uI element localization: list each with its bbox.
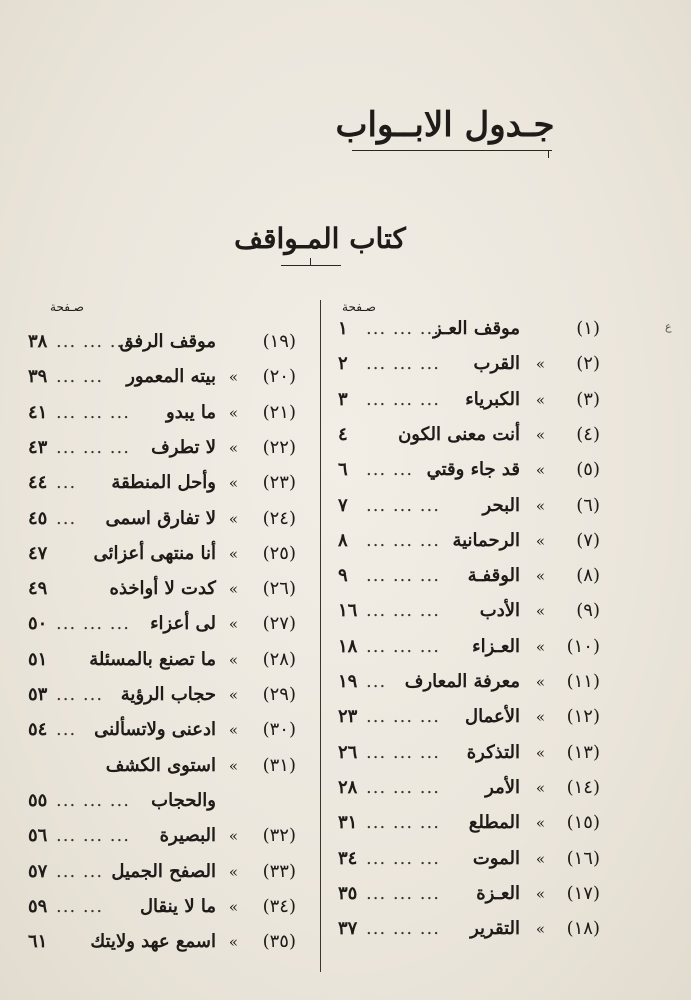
ditto-mark: » bbox=[535, 708, 545, 727]
entry-number: (٢٨) bbox=[262, 648, 296, 670]
entry-number: (٩) bbox=[576, 600, 600, 622]
toc-entry bbox=[28, 784, 296, 818]
toc-entry bbox=[28, 925, 296, 959]
ditto-mark: » bbox=[535, 814, 545, 833]
ditto-mark: » bbox=[228, 403, 238, 422]
entry-number: (٨) bbox=[576, 565, 600, 587]
ditto-mark: » bbox=[535, 531, 545, 550]
ditto-mark: » bbox=[535, 461, 545, 480]
toc-entry bbox=[28, 431, 296, 465]
ditto-mark: » bbox=[535, 496, 545, 515]
leader-dots: ... ... bbox=[56, 366, 104, 388]
leader-dots: ... bbox=[56, 507, 77, 529]
section-underline-tick bbox=[310, 258, 311, 266]
leader-dots: ... ... ... bbox=[366, 353, 440, 375]
entry-title: ما لا ينقال bbox=[139, 895, 216, 917]
entry-number: (٢٠) bbox=[262, 366, 296, 388]
leader-dots: ... ... ... bbox=[366, 847, 440, 869]
entry-number: (٢٩) bbox=[262, 684, 296, 705]
entry-page-number: ٣٧ bbox=[338, 918, 358, 940]
leader-dots: ... ... ... bbox=[366, 918, 440, 940]
entry-number: (٣٣) bbox=[262, 860, 296, 882]
entry-title: العـزة bbox=[476, 882, 520, 904]
toc-entry bbox=[338, 489, 600, 523]
entry-number: (٢٢) bbox=[262, 436, 296, 458]
ditto-mark: » bbox=[535, 355, 545, 374]
ditto-mark: » bbox=[535, 637, 545, 656]
entry-title: استوى الكشف bbox=[105, 754, 216, 776]
entry-title: البحر bbox=[482, 494, 520, 516]
entry-title: ادعنى ولاتسألنى bbox=[94, 719, 216, 741]
entry-title: بيته المعمور bbox=[126, 366, 216, 388]
toc-entry bbox=[28, 502, 296, 536]
entry-number: (١٧) bbox=[566, 882, 600, 904]
entry-page-number: ٢٣ bbox=[338, 706, 358, 728]
entry-title: البصيرة bbox=[159, 825, 216, 847]
leader-dots: ... ... ... bbox=[366, 600, 440, 622]
entry-title: قد جاء وقتي bbox=[426, 459, 520, 481]
ditto-mark: » bbox=[535, 884, 545, 903]
entry-title: الموت bbox=[472, 847, 520, 869]
entry-title: لى أعزاء bbox=[150, 613, 216, 635]
entry-title: معرفة المعارف bbox=[404, 671, 520, 692]
entry-title: وأحل المنطقة bbox=[111, 472, 216, 494]
ditto-mark: » bbox=[228, 615, 238, 634]
entry-page-number: ١٨ bbox=[338, 635, 358, 657]
entry-title: المطلع bbox=[468, 812, 520, 834]
entry-page-number: ٥٤ bbox=[28, 719, 48, 741]
toc-entry bbox=[28, 360, 296, 394]
ditto-mark: » bbox=[228, 580, 238, 599]
entry-page-number: ١٩ bbox=[338, 671, 358, 692]
leader-dots: ... bbox=[56, 719, 77, 741]
entry-title: القرب bbox=[473, 353, 520, 375]
entry-page-number: ٩ bbox=[338, 565, 348, 587]
entry-number: (١٤) bbox=[566, 776, 600, 798]
toc-entry bbox=[338, 665, 600, 699]
entry-title: الأمر bbox=[485, 776, 520, 798]
leader-dots: ... ... ... bbox=[56, 401, 130, 423]
entry-page-number: ٣ bbox=[338, 388, 348, 410]
margin-mark: ع bbox=[665, 320, 672, 333]
entry-number: (١٢) bbox=[566, 706, 600, 728]
toc-entry bbox=[338, 418, 600, 452]
entry-title: والحجاب bbox=[151, 789, 216, 811]
entry-page-number: ١٦ bbox=[338, 600, 358, 622]
entry-number: (٣) bbox=[576, 388, 600, 410]
leader-dots: ... ... ... bbox=[366, 494, 440, 516]
toc-entry bbox=[28, 466, 296, 500]
title-underline-tick bbox=[548, 150, 549, 158]
toc-entry bbox=[338, 524, 600, 558]
entry-title: ما يبدو bbox=[166, 401, 216, 423]
entry-number: (١٥) bbox=[566, 812, 600, 834]
toc-entry bbox=[338, 453, 600, 487]
entry-number: (٢٣) bbox=[262, 472, 296, 494]
entry-title: ما تصنع بالمسئلة bbox=[89, 648, 216, 670]
toc-entry bbox=[338, 347, 600, 381]
ditto-mark: » bbox=[535, 673, 545, 691]
entry-page-number: ٤٤ bbox=[28, 472, 48, 494]
leader-dots: ... bbox=[56, 472, 77, 494]
ditto-mark: » bbox=[535, 567, 545, 586]
leader-dots: ... ... bbox=[56, 895, 104, 917]
entry-title: الوقفـة bbox=[467, 565, 520, 587]
toc-entry bbox=[28, 678, 296, 712]
entry-title: لا تطرف bbox=[151, 436, 216, 458]
entry-number: (٧) bbox=[576, 529, 600, 551]
entry-page-number: ٤٧ bbox=[28, 542, 48, 564]
entry-number: (٤) bbox=[576, 423, 600, 445]
entry-number: (١٦) bbox=[566, 847, 600, 869]
entry-page-number: ٥١ bbox=[28, 648, 48, 670]
entry-number: (١٩) bbox=[262, 331, 296, 352]
leader-dots: ... ... ... bbox=[366, 565, 440, 587]
toc-entry bbox=[28, 537, 296, 571]
ditto-mark: » bbox=[228, 897, 238, 916]
entry-number: (٣١) bbox=[262, 754, 296, 776]
leader-dots: ... ... ... bbox=[366, 882, 440, 904]
ditto-mark: » bbox=[228, 756, 238, 775]
ditto-mark: » bbox=[228, 438, 238, 457]
entry-title: العـزاء bbox=[472, 635, 520, 657]
toc-entry bbox=[338, 312, 600, 346]
entry-number: (٢) bbox=[576, 353, 600, 375]
leader-dots: ... bbox=[366, 671, 387, 692]
toc-entry bbox=[338, 912, 600, 946]
entry-page-number: ٥٠ bbox=[28, 613, 48, 635]
entry-number: (١٣) bbox=[566, 741, 600, 763]
entry-page-number: ٢٦ bbox=[338, 741, 358, 763]
entry-page-number: ٤٣ bbox=[28, 436, 48, 458]
leader-dots: ... ... ... bbox=[366, 388, 440, 410]
toc-entry bbox=[28, 572, 296, 606]
ditto-mark: » bbox=[535, 743, 545, 762]
toc-entry bbox=[338, 877, 600, 911]
ditto-mark: » bbox=[535, 920, 545, 939]
left-column-header: صـفحة bbox=[50, 300, 84, 314]
title-underline bbox=[352, 150, 552, 151]
toc-entry bbox=[28, 855, 296, 889]
leader-dots: ... ... ... bbox=[56, 613, 130, 635]
ditto-mark: » bbox=[228, 721, 238, 740]
entry-title: التقرير bbox=[470, 918, 520, 940]
entry-number: (١٨) bbox=[566, 918, 600, 940]
ditto-mark: » bbox=[228, 368, 238, 387]
entry-page-number: ٤١ bbox=[28, 401, 48, 423]
toc-entry bbox=[338, 559, 600, 593]
entry-page-number: ٤ bbox=[338, 423, 348, 445]
leader-dots: ... ... bbox=[56, 860, 104, 882]
leader-dots: ... ... ... bbox=[366, 741, 440, 763]
ditto-mark: » bbox=[228, 650, 238, 669]
entry-page-number: ٧ bbox=[338, 494, 348, 516]
entry-page-number: ٢ bbox=[338, 353, 348, 375]
entry-number: (٦) bbox=[576, 494, 600, 516]
toc-entry bbox=[338, 736, 600, 770]
toc-entry bbox=[28, 819, 296, 853]
section-title: كتاب المـواقف bbox=[234, 222, 406, 255]
leader-dots: ... ... ... bbox=[366, 529, 440, 551]
ditto-mark: » bbox=[228, 933, 238, 952]
entry-number: (١١) bbox=[566, 671, 600, 692]
entry-title: موقف العـز bbox=[433, 318, 520, 339]
entry-page-number: ٢٨ bbox=[338, 776, 358, 798]
toc-entry bbox=[338, 700, 600, 734]
entry-number: (٢٥) bbox=[262, 542, 296, 564]
toc-entry bbox=[338, 594, 600, 628]
ditto-mark: » bbox=[228, 686, 238, 704]
entry-page-number: ٦ bbox=[338, 459, 348, 481]
entry-title: الكبرياء bbox=[465, 388, 520, 410]
toc-entry bbox=[338, 771, 600, 805]
entry-title: اسمع عهد ولايتك bbox=[90, 931, 216, 953]
ditto-mark: » bbox=[228, 509, 238, 528]
toc-entry bbox=[28, 607, 296, 641]
entry-title: الأعمال bbox=[465, 706, 520, 728]
entry-number: (١٠) bbox=[566, 635, 600, 657]
entry-number: (٥) bbox=[576, 459, 600, 481]
ditto-mark: » bbox=[535, 390, 545, 409]
entry-number: (٣٠) bbox=[262, 719, 296, 741]
leader-dots: ... ... ... bbox=[366, 812, 440, 834]
leader-dots: ... ... bbox=[56, 684, 104, 705]
entry-page-number: ٨ bbox=[338, 529, 348, 551]
toc-entry bbox=[28, 325, 296, 359]
entry-title: كدت لا أواخذه bbox=[109, 578, 216, 600]
entry-page-number: ٥٩ bbox=[28, 895, 48, 917]
toc-entry bbox=[338, 806, 600, 840]
right-column-header: صـفحة bbox=[342, 300, 376, 314]
entry-number: (٣٥) bbox=[262, 931, 296, 953]
entry-page-number: ٣١ bbox=[338, 812, 358, 834]
entry-number: (٣٤) bbox=[262, 895, 296, 917]
entry-page-number: ٤٥ bbox=[28, 507, 48, 529]
entry-page-number: ٥٥ bbox=[28, 789, 48, 811]
leader-dots: ... ... ... bbox=[366, 635, 440, 657]
leader-dots: ... ... ... bbox=[366, 318, 440, 339]
page-title: جـدول الابــواب bbox=[335, 105, 555, 145]
toc-entry bbox=[28, 396, 296, 430]
entry-page-number: ٥٣ bbox=[28, 684, 48, 705]
leader-dots: ... ... ... bbox=[366, 706, 440, 728]
entry-title: الصفح الجميل bbox=[111, 860, 216, 882]
ditto-mark: » bbox=[535, 425, 545, 444]
leader-dots: ... ... ... bbox=[56, 436, 130, 458]
entry-number: (٢١) bbox=[262, 401, 296, 423]
entry-page-number: ٣٨ bbox=[28, 331, 48, 352]
ditto-mark: » bbox=[535, 778, 545, 797]
ditto-mark: » bbox=[535, 849, 545, 868]
toc-entry bbox=[338, 842, 600, 876]
entry-title: الأدب bbox=[479, 600, 520, 622]
entry-title: التذكرة bbox=[466, 741, 520, 763]
toc-entry bbox=[338, 383, 600, 417]
entry-page-number: ١ bbox=[338, 318, 348, 339]
entry-number: (٢٦) bbox=[262, 578, 296, 600]
entry-number: (١) bbox=[576, 318, 600, 339]
entry-page-number: ٣٩ bbox=[28, 366, 48, 388]
ditto-mark: » bbox=[228, 474, 238, 493]
ditto-mark: » bbox=[535, 602, 545, 621]
section-underline bbox=[281, 265, 341, 266]
entry-number: (٣٢) bbox=[262, 825, 296, 847]
leader-dots: ... ... ... bbox=[56, 825, 130, 847]
entry-page-number: ٤٩ bbox=[28, 578, 48, 600]
entry-title: لا تفارق اسمى bbox=[105, 507, 216, 529]
entry-page-number: ٥٧ bbox=[28, 860, 48, 882]
entry-number: (٢٧) bbox=[262, 613, 296, 635]
entry-page-number: ٣٤ bbox=[338, 847, 358, 869]
leader-dots: ... ... ... bbox=[366, 776, 440, 798]
column-divider bbox=[320, 300, 321, 972]
ditto-mark: » bbox=[228, 862, 238, 881]
entry-page-number: ٥٦ bbox=[28, 825, 48, 847]
entry-page-number: ٣٥ bbox=[338, 882, 358, 904]
entry-title: أنت معنى الكون bbox=[398, 423, 520, 445]
toc-entry bbox=[28, 713, 296, 747]
entry-title: أنا منتهى أعزائى bbox=[93, 542, 216, 564]
entry-title: موقف الرفق bbox=[119, 331, 216, 352]
leader-dots: ... ... bbox=[366, 459, 414, 481]
toc-entry bbox=[28, 890, 296, 924]
ditto-mark: » bbox=[228, 827, 238, 846]
leader-dots: ... ... ... bbox=[56, 789, 130, 811]
entry-page-number: ٦١ bbox=[28, 931, 48, 953]
entry-title: حجاب الرؤية bbox=[120, 684, 216, 705]
entry-number: (٢٤) bbox=[262, 507, 296, 529]
toc-entry bbox=[338, 630, 600, 664]
toc-entry bbox=[28, 643, 296, 677]
ditto-mark: » bbox=[228, 544, 238, 563]
entry-title: الرحمانية bbox=[452, 529, 520, 551]
leader-dots: ... ... ... bbox=[56, 331, 130, 352]
toc-entry bbox=[28, 749, 296, 783]
